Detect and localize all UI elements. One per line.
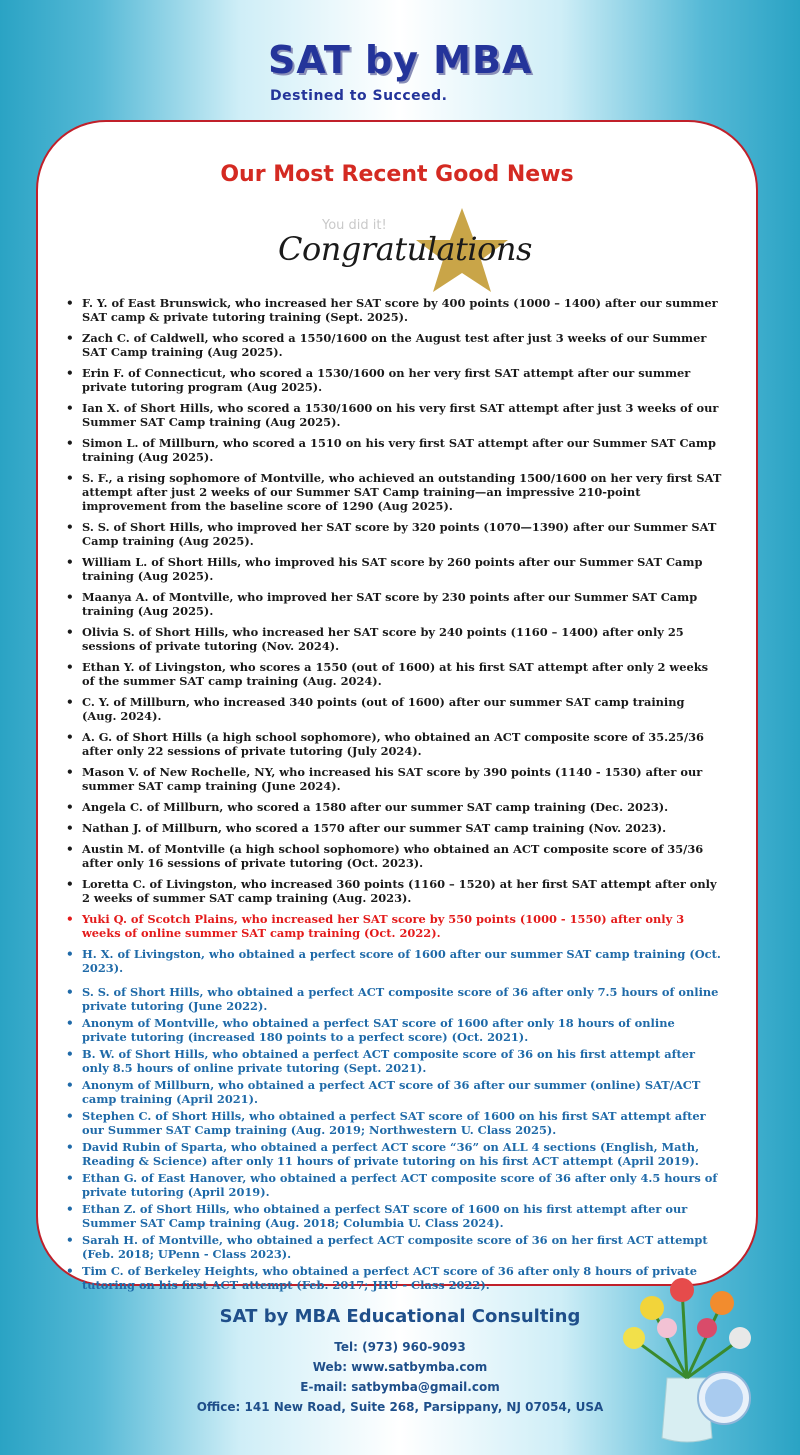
news-item: • Austin M. of Montville (a high school sophomore) who obtained an ACT composite score of 35/36 after only 16 sessions of private tutoring (Oct. 2023).	[82, 842, 722, 870]
news-item: • Simon L. of Millburn, who scored a 1510 on his very first SAT attempt after our Summer SAT Camp training (Aug 2025).	[82, 436, 722, 464]
congratulations-label: Congratulations	[278, 230, 532, 268]
news-item: • Anonym of Millburn, who obtained a perfect ACT score of 36 after our summer (online) SAT/ACT camp training (April 2021).	[82, 1078, 722, 1106]
news-item: • Ethan G. of East Hanover, who obtained a perfect ACT composite score of 36 after only 4.5 hours of private tutoring (April 2019).	[82, 1171, 722, 1199]
footer-web[interactable]: Web: www.satbymba.com	[312, 1360, 488, 1374]
news-item: • Ethan Y. of Livingston, who scores a 1550 (out of 1600) at his first SAT attempt after only 2 weeks of the summer SAT camp training (Aug. 2024).	[82, 660, 722, 688]
news-card	[36, 120, 758, 1292]
news-item: • William L. of Short Hills, who improved his SAT score by 260 points after our Summer SAT Camp training (Aug 2025).	[82, 555, 722, 583]
news-item: • Stephen C. of Short Hills, who obtained a perfect SAT score of 1600 on his first SAT attempt after our Summer SAT Camp training (Aug. 2019; Northwestern U. Class 2025).	[82, 1109, 722, 1137]
news-heading: Our Most Recent Good News	[220, 162, 574, 187]
news-item: • Tim C. of Berkeley Heights, who obtained a perfect ACT score of 36 after only 8 hours of private tutoring on his first ACT attempt (Feb. 2017; JHU - Class 2022).	[82, 1264, 722, 1292]
news-list	[82, 296, 722, 1295]
news-item: • Zach C. of Caldwell, who scored a 1550/1600 on the August test after just 3 weeks of our Summer SAT Camp training (Aug 2025).	[82, 331, 722, 359]
news-item: • F. Y. of East Brunswick, who increased her SAT score by 400 points (1000 – 1400) after our summer SAT camp & private tutoring training (Sept. 2025).	[82, 296, 722, 324]
news-item: • Olivia S. of Short Hills, who increased her SAT score by 240 points (1160 – 1400) after only 25 sessions of private tutoring (Nov. 2024).	[82, 625, 722, 653]
news-item: • Ian X. of Short Hills, who scored a 1530/1600 on his very first SAT attempt after just 3 weeks of our Summer SAT Camp training (Aug 2025).	[82, 401, 722, 429]
news-item: • Nathan J. of Millburn, who scored a 1570 after our summer SAT camp training (Nov. 2023).	[82, 821, 722, 835]
news-item: • H. X. of Livingston, who obtained a perfect score of 1600 after our summer SAT camp training (Oct. 2023).	[82, 947, 722, 975]
brand-title[interactable]: SAT by MBA	[268, 38, 533, 82]
news-item: • A. G. of Short Hills (a high school sophomore), who obtained an ACT composite score of 35.25/36 after only 22 sessions of private tutoring (July 2024).	[82, 730, 722, 758]
footer-email[interactable]: E-mail: satbymba@gmail.com	[300, 1380, 500, 1394]
news-item: • Sarah H. of Montville, who obtained a perfect ACT composite score of 36 on her first ACT attempt (Feb. 2018; UPenn - Class 2023).	[82, 1233, 722, 1261]
header	[0, 0, 800, 120]
news-item: • Anonym of Montville, who obtained a perfect SAT score of 1600 after only 18 hours of online private tutoring (increased 180 points to a perfect score) (Oct. 2021).	[82, 1016, 722, 1044]
footer-tel[interactable]: Tel: (973) 960-9093	[334, 1340, 466, 1354]
news-item: • David Rubin of Sparta, who obtained a perfect ACT score “36” on ALL 4 sections (English, Math, Reading & Science) after only 11 hours of private tutoring on his first ACT attempt (April 2019).	[82, 1140, 722, 1168]
news-item: • Maanya A. of Montville, who improved her SAT score by 230 points after our Summer SAT Camp training (Aug 2025).	[82, 590, 722, 618]
news-item: • B. W. of Short Hills, who obtained a perfect ACT composite score of 36 on his first attempt after only 8.5 hours of online private tutoring (Sept. 2021).	[82, 1047, 722, 1075]
news-item: • Erin F. of Connecticut, who scored a 1530/1600 on her very first SAT attempt after our summer private tutoring program (Aug 2025).	[82, 366, 722, 394]
you-did-it-label: You did it!	[322, 218, 387, 233]
news-item: • S. S. of Short Hills, who obtained a perfect ACT composite score of 36 after only 7.5 hours of online private tutoring (June 2022).	[82, 985, 722, 1013]
news-item: • Ethan Z. of Short Hills, who obtained a perfect SAT score of 1600 on his first attempt after our Summer SAT Camp training (Aug. 2018; Columbia U. Class 2024).	[82, 1202, 722, 1230]
flower-bouquet-image	[612, 1268, 762, 1448]
brand-tagline: Destined to Succeed.	[270, 88, 448, 104]
news-item: • Angela C. of Millburn, who scored a 1580 after our summer SAT camp training (Dec. 2023).	[82, 800, 722, 814]
footer-office: Office: 141 New Road, Suite 268, Parsippany, NJ 07054, USA	[196, 1400, 604, 1414]
news-item: • Mason V. of New Rochelle, NY, who increased his SAT score by 390 points (1140 - 1530) after our summer SAT camp training (June 2024).	[82, 765, 722, 793]
congratulations-graphic	[278, 202, 532, 292]
news-item: • Loretta C. of Livingston, who increased 360 points (1160 – 1520) at her first SAT attempt after only 2 weeks of summer SAT camp training (Aug. 2023).	[82, 877, 722, 905]
news-item: • Yuki Q. of Scotch Plains, who increased her SAT score by 550 points (1000 - 1550) after only 3 weeks of online summer SAT camp training (Oct. 2022).	[82, 912, 722, 940]
news-item: • S. S. of Short Hills, who improved her SAT score by 320 points (1070—1390) after our Summer SAT Camp training (Aug 2025).	[82, 520, 722, 548]
footer-title: SAT by MBA Educational Consulting	[219, 1306, 581, 1327]
news-item: • S. F., a rising sophomore of Montville, who achieved an outstanding 1500/1600 on her very first SAT attempt after just 2 weeks of our Summer SAT Camp training—an impressive 210-point improvement from the baseline score of 1290 (Aug 2025).	[82, 471, 722, 513]
news-item: • C. Y. of Millburn, who increased 340 points (out of 1600) after our summer SAT camp training (Aug. 2024).	[82, 695, 722, 723]
